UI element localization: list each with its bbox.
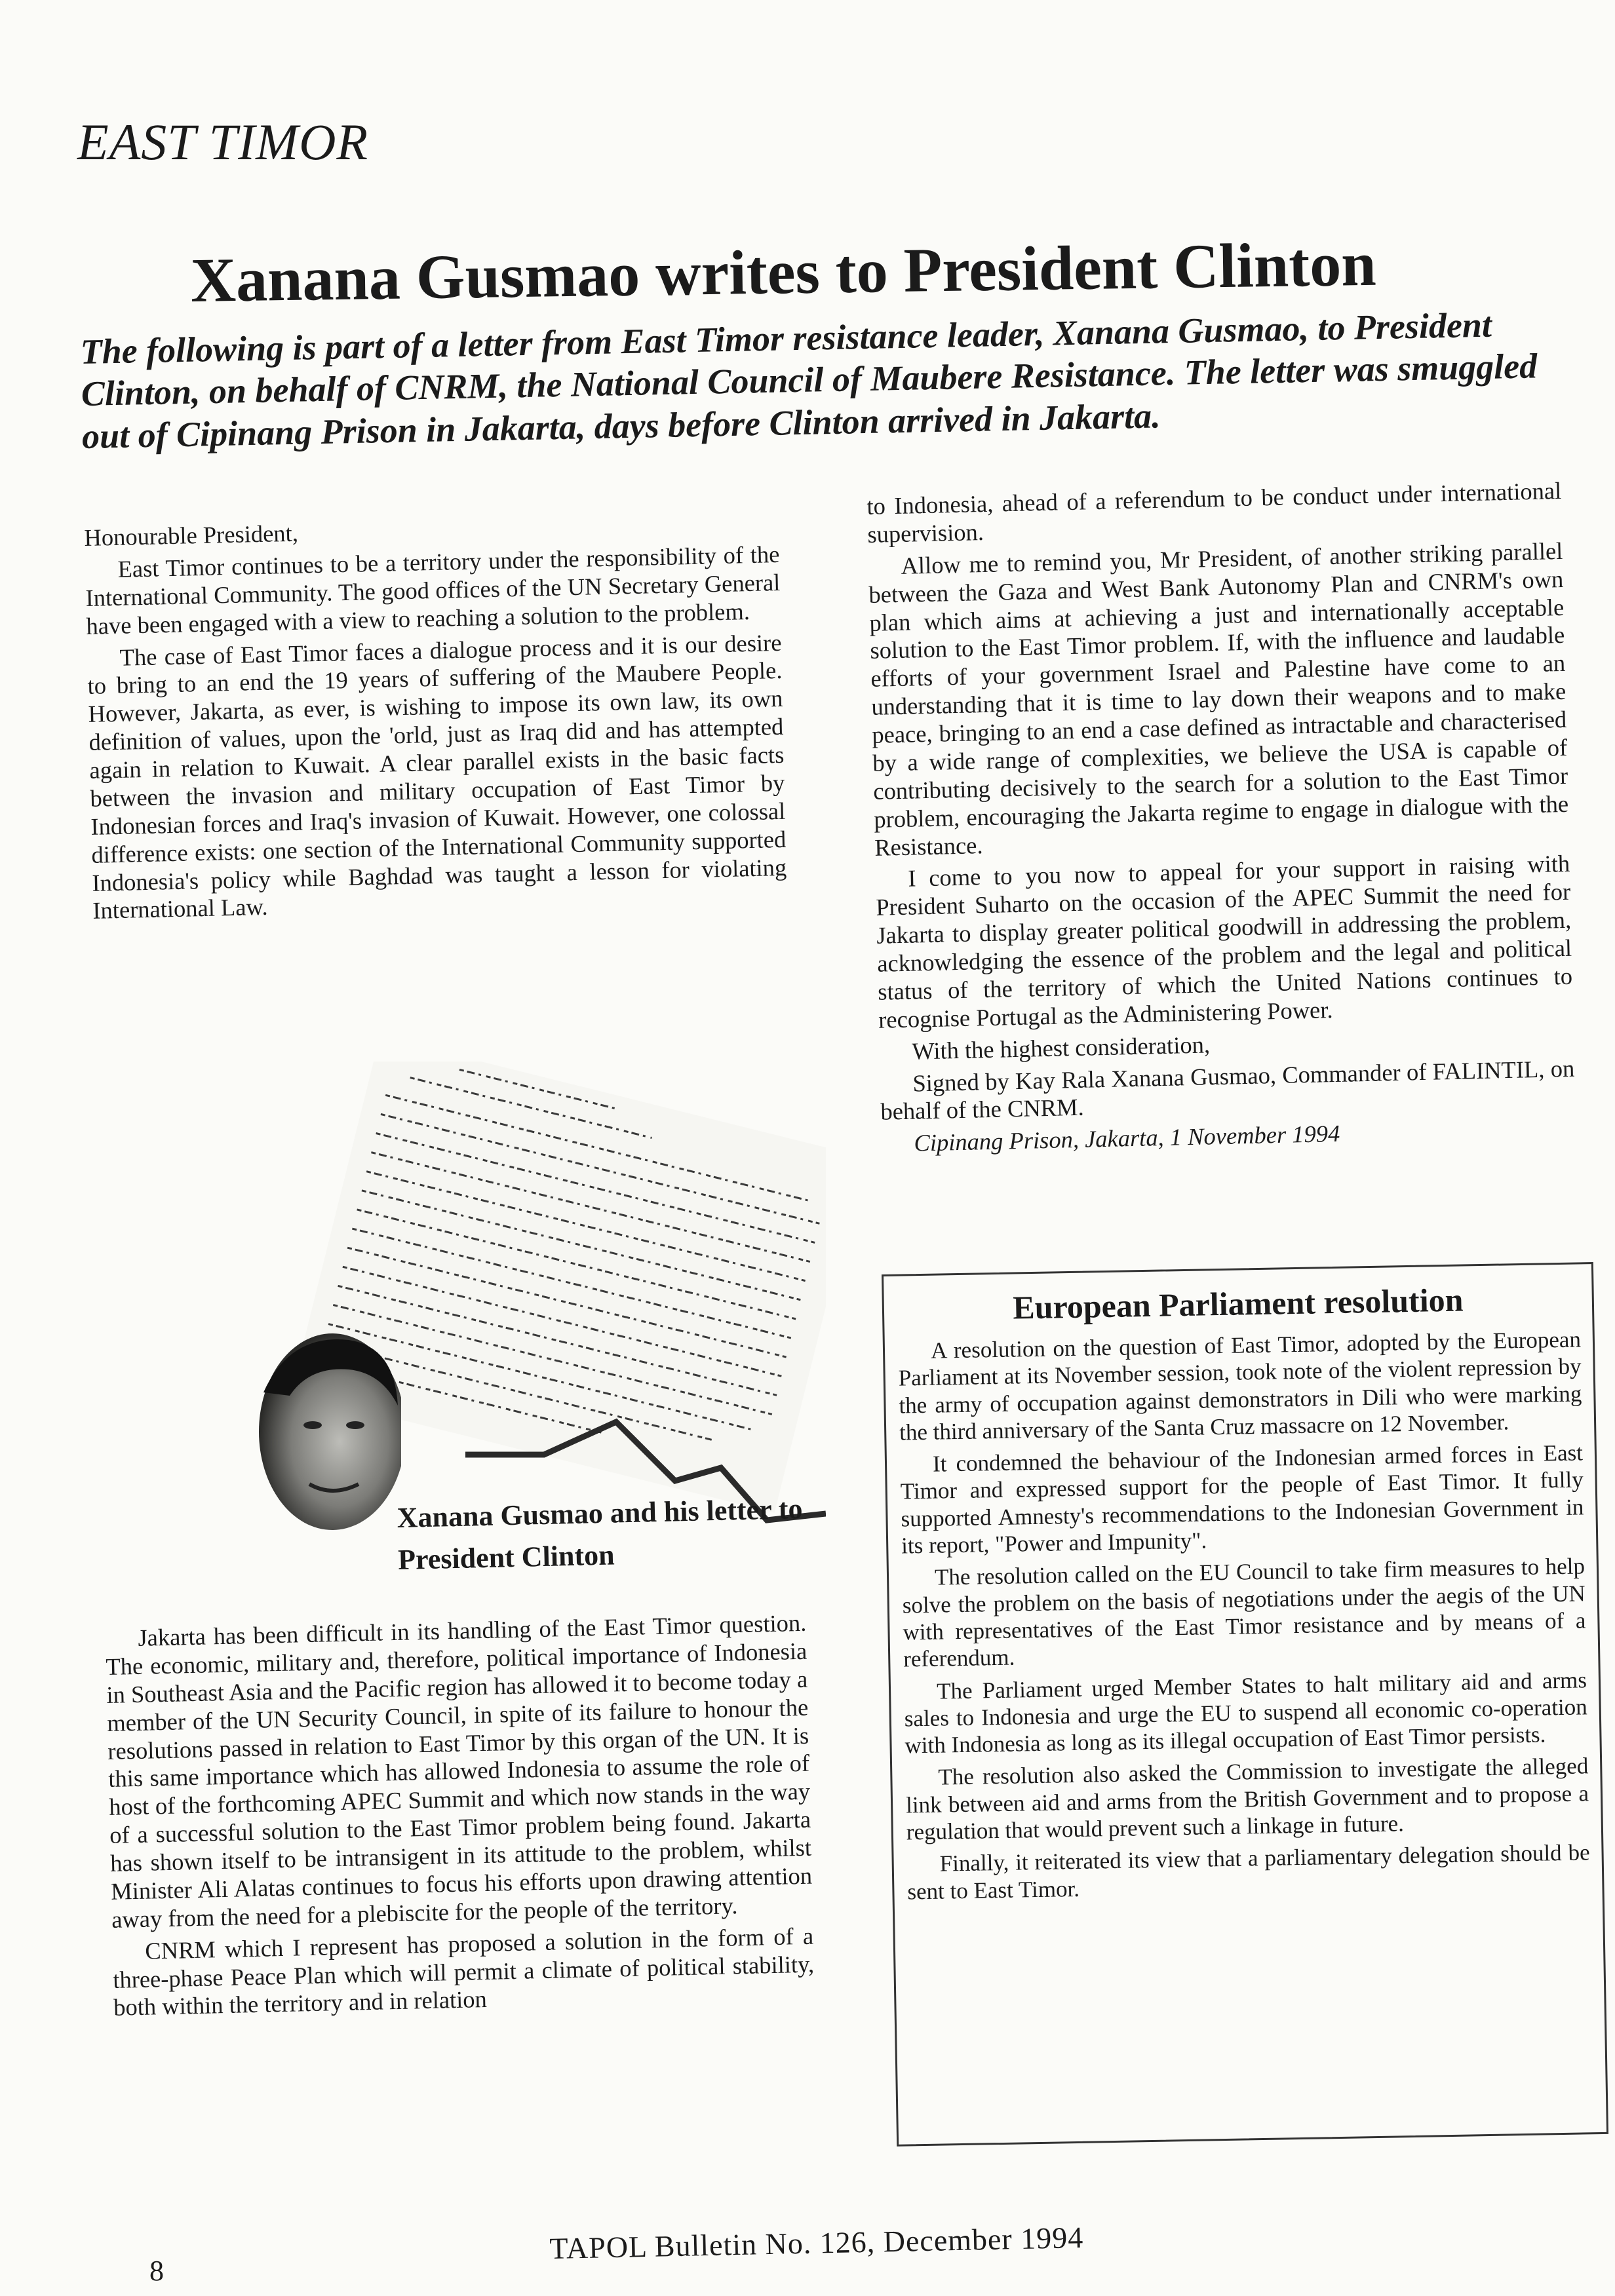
letter-paragraph: I come to you now to appeal for your support in raising with President Suharto on the occasion of the APEC Summit the need for Jakarta to display greater political goodwill in addressing the problem, acknowledging the essence of the problem and the legal and political status of the territory of which the United Nations continues to recognise Portugal as the Administering Power.: [875, 850, 1573, 1033]
sidebar-paragraph: The resolution also asked the Commission to investigate the alleged link between aid and arms from the British Government and to propose a regulation that would prevent such a linkage in future.: [905, 1753, 1589, 1845]
sidebar-title: European Parliament resolution: [1012, 1281, 1464, 1326]
letter-salutation: Honourable President,: [84, 519, 299, 551]
sidebar-body: [885, 1326, 1603, 1905]
publication-footer: TAPOL Bulletin No. 126, December 1994: [549, 2220, 1084, 2265]
letter-paragraph: East Timor continues to be a territory under the responsibility of the International Community. The good offices of the UN Secretary General have been engaged with a view to reaching a solution to the problem.: [85, 540, 781, 640]
standfirst: The following is part of a letter from East Timor resistance leader, Xanana Gusmao, to President Clinton, on behalf of CNRM, the National Council of Maubere Resistance. The letter was smuggled out of Cipinang Prison in Jakarta, days before Clinton arrived in Jakarta.: [80, 305, 1538, 456]
letter-closing: With the highest consideration,: [911, 1030, 1211, 1065]
letter-dateline: Cipinang Prison, Jakarta, 1 November 1994: [914, 1120, 1340, 1157]
sidebar-paragraph: The resolution called on the EU Council to take firm measures to help solve the problem on the basis of negotiations under the aegis of the UN with representatives of the East Timor resistance and by means of a referendum.: [902, 1553, 1586, 1672]
page-number: 8: [149, 2255, 164, 2287]
section-tag: EAST TIMOR: [77, 113, 369, 170]
letter-left-column-top: [84, 508, 788, 929]
letter-right-column: [866, 477, 1576, 1162]
sidebar-paragraph: It condemned the behaviour of the Indonesian armed forces in East Timor and expressed support for the people of East Timor. It fully supported Amnesty's recommendations to the Indonesian Government in its report, "Power and Impunity".: [900, 1440, 1584, 1559]
letter-paragraph: Jakarta has been difficult in its handling of the East Timor question. The economic, military and, therefore, political importance of Indonesia in Southeast Asia and the Pacific region has allowed it to become today a member of the UN Security Council, in spite of its failure to honour the resolutions passed in relation to East Timor by this organ of the UN. It is this same importance which has allowed Indonesia to assume the role of host of the forthcoming APEC Summit and which now stands in the way of a successful solution to the East Timor problem being found. Jakarta has shown itself to be intransigent in its attitude to the problem, whilst Minister Ali Alatas continues to focus his efforts upon drawing attention away from the need for a plebiscite for the people of the territory.: [105, 1609, 813, 1933]
sidebar-paragraph: The Parliament urged Member States to halt military aid and arms sales to Indonesia and urge the EU to suspend all economic co-operation with Indonesia as long as its illegal occupation of East Timor persists.: [904, 1666, 1588, 1759]
letter-continuation: to Indonesia, ahead of a referendum to be conduct under international supervision.: [866, 476, 1562, 548]
figure-caption: Xanana Gusmao and his letter to President Clinton: [397, 1492, 804, 1576]
sidebar-paragraph: Finally, it reiterated its view that a parliamentary delegation should be sent to East Timor.: [907, 1839, 1590, 1905]
headline: Xanana Gusmao writes to President Clinton: [190, 228, 1377, 315]
letter-paragraph: CNRM which I represent has proposed a solution in the form of a three-phase Peace Plan which will permit a climate of political stability, both within the territory and in relation: [112, 1922, 815, 2021]
letter-paragraph: Allow me to remind you, Mr President, of another striking parallel between the Gaza and West Bank Autonomy Plan and CNRM's own plan which aims at achieving a just and internationally acceptable solution to the East Timor problem. If, with the influence and laudable efforts of your government Israel and Palestine have come to an understanding that it is time to lay down their weapons and to make peace, bringing to an end a case defined as intractable and characterised by a wide range of complexities, we believe the USA is capable of contributing decisively to the search for a solution to the East Timor problem, encouraging the Jakarta regime to engage in dialogue with the Resistance.: [868, 537, 1569, 861]
sidebar-paragraph: A resolution on the question of East Timor, adopted by the European Parliament at its November session, took note of the violent repression by the army of occupation against demonstrators in Dili who were marking the third anniversary of the Santa Cruz massacre on 12 November.: [898, 1326, 1582, 1445]
portrait-photo: [250, 1333, 401, 1537]
letter-paragraph: The case of East Timor faces a dialogue process and it is our desire to bring to an end the 19 years of suffering of the Maubere People. However, Jakarta, as ever, is wishing to impose its own law, its own definition of values, upon the 'orld, just as Iraq did and has attempted again in relation to Kuwait. A clear parallel exists in the basic facts between the invasion and military occupation of East Timor by Indonesian forces and Iraq's invasion of Kuwait. However, one colossal difference exists: one section of the International Community supported Indonesia's policy while Baghdad was taught a lesson for violating International Law.: [87, 628, 787, 925]
european-parliament-sidebar: [882, 1262, 1608, 2147]
letter-signature: Signed by Kay Rala Xanana Gusmao, Commander of FALINTIL, on behalf of the CNRM.: [880, 1054, 1575, 1126]
letter-left-column-bottom: [105, 1609, 815, 2026]
